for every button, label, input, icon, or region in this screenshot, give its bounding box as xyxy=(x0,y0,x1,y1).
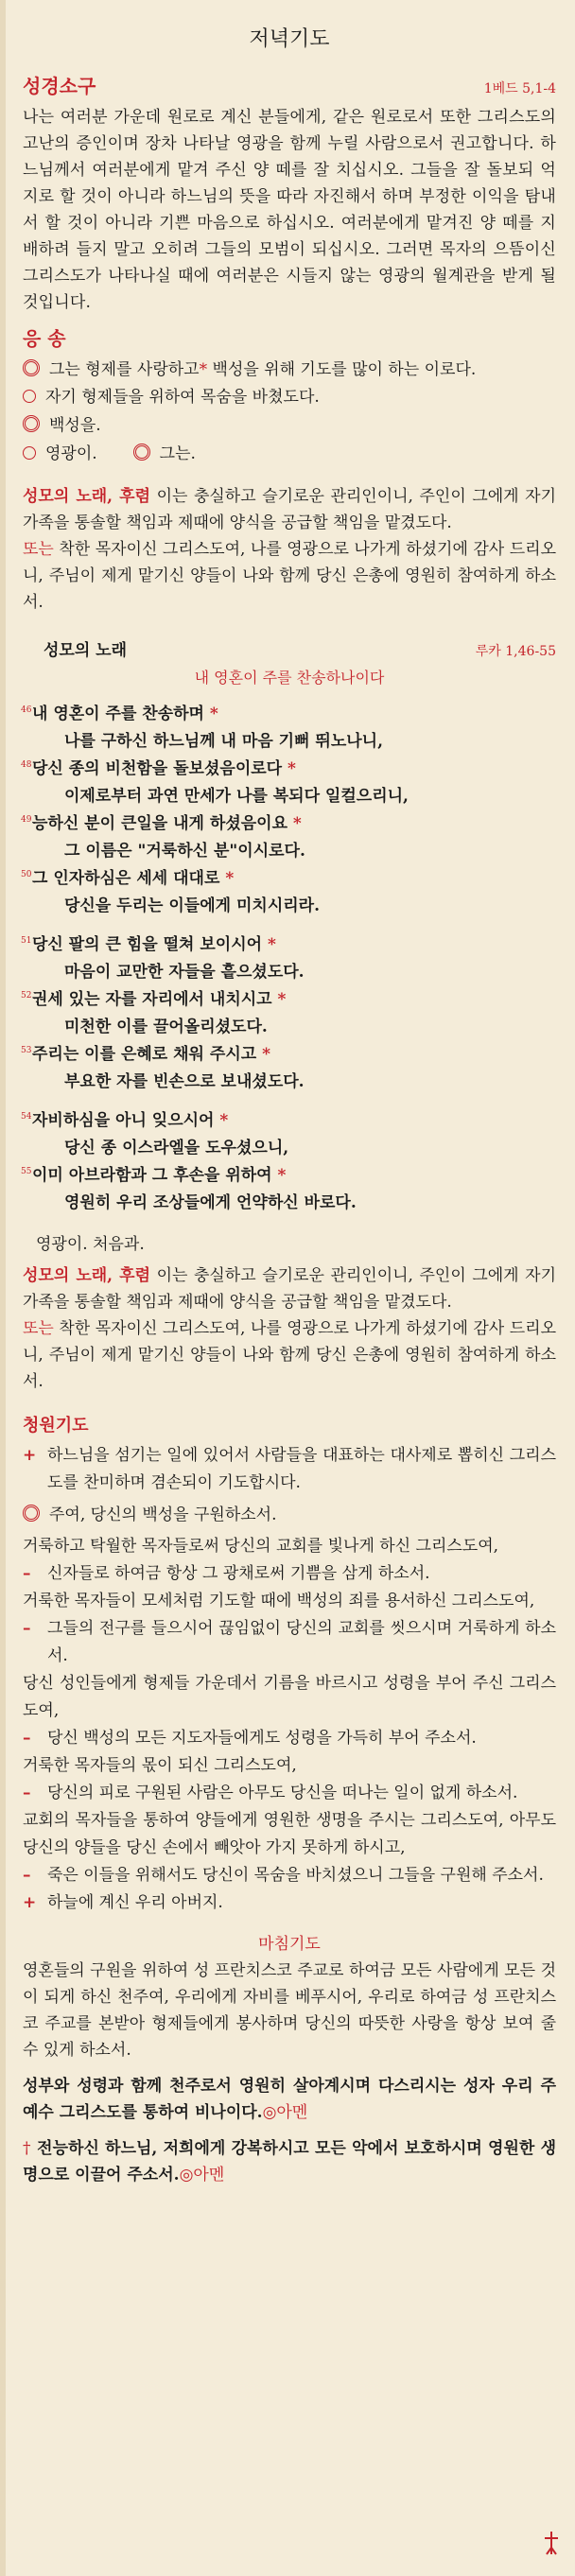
reading-header xyxy=(23,71,556,98)
canticle-verse-line: 당신 종 이스라엘을 도우셨으니, xyxy=(64,1139,289,1157)
dagger-icon: † xyxy=(23,2139,31,2158)
asterisk-icon: * xyxy=(262,935,276,954)
petition-1: 거룩하고 탁월한 목자들로써 당신의 교회를 빛나게 하신 그리스도여, xyxy=(23,1537,499,1556)
canticle-verse-line: 나를 구하신 하느님께 내 마음 기뻐 뛰노나니, xyxy=(64,732,384,751)
double-circle-icon xyxy=(133,444,150,461)
canticle-verse-line xyxy=(23,1041,556,1069)
asterisk-icon: * xyxy=(199,360,208,379)
response-header xyxy=(23,323,556,351)
petition-2: 거룩한 목자들이 모세처럼 기도할 때에 백성의 죄를 용서하신 그리스도여, xyxy=(23,1592,535,1610)
asterisk-icon: * xyxy=(271,990,287,1009)
verse-number: 53 xyxy=(21,1046,32,1055)
verse-number: 49 xyxy=(21,815,32,825)
circle-icon xyxy=(23,390,36,403)
dash-icon: – xyxy=(23,1866,31,1885)
asterisk-icon: * xyxy=(288,814,302,833)
canticle-doxology: 영광이. 처음과. xyxy=(36,1235,145,1254)
canticle-verse-line xyxy=(23,756,556,783)
intercession-response: 주여, 당신의 백성을 구원하소서. xyxy=(23,1501,556,1529)
canticle-verse-line xyxy=(23,701,556,728)
response-v2: 자기 형제들을 위하여 목숨을 바쳤도다. xyxy=(23,383,556,411)
asterisk-icon: * xyxy=(219,869,235,888)
canticle-verse-line xyxy=(23,1107,556,1135)
dash-icon: – xyxy=(23,1784,31,1802)
petition-4-response: – 당신의 피로 구원된 사람은 아무도 당신을 떠나는 일이 없게 하소서. xyxy=(23,1780,556,1807)
canticle-verses xyxy=(23,701,556,1217)
reading-reference: 1베드 5,1-4 xyxy=(483,81,556,96)
petition-5: 교회의 목자들을 통하여 양들에게 영원한 생명을 주시는 그리스도여, 아무도 당신의 양들을 당신 손에서 빼앗아 가지 못하게 하시고, xyxy=(23,1811,556,1857)
verse-text: 능하신 분이 큰일을 내게 하셨음이요 xyxy=(32,814,288,833)
canticle-verse-line xyxy=(23,931,556,959)
petition-3: 당신 성인들에게 형제들 가운데서 기름을 바르시고 성령을 부어 주신 그리스도여, xyxy=(23,1674,556,1720)
cross-icon: + xyxy=(23,1446,37,1465)
double-circle-icon xyxy=(23,415,40,432)
canticle-reference: 루카 1,46-55 xyxy=(475,644,556,659)
response-v3: 백성을. xyxy=(23,411,556,440)
canticle-verse-line: 영원히 우리 조상들에게 언약하신 바로다. xyxy=(64,1193,357,1212)
asterisk-icon: * xyxy=(203,705,218,723)
verse-number: 46 xyxy=(21,705,32,715)
canticle-verse-line: 이제로부터 과연 만세가 나를 복되다 일컬으리니, xyxy=(64,787,409,806)
verse-number: 50 xyxy=(21,870,32,879)
verse-text: 당신 종의 비천함을 돌보셨음이로다 xyxy=(32,759,283,778)
petition-5-response: – 죽은 이들을 위해서도 당신이 목숨을 바치셨으니 그들을 구원해 주소서. xyxy=(23,1862,556,1889)
circle-icon xyxy=(23,446,36,460)
petition-4: 거룩한 목자들의 몫이 되신 그리스도여, xyxy=(23,1756,297,1775)
intercessions-header xyxy=(23,1412,556,1436)
petition-1-response: – 신자들로 하여금 항상 그 광채로써 기쁨을 삼게 하소서. xyxy=(23,1560,556,1588)
canticle-verse-line xyxy=(23,810,556,838)
verse-text: 내 영혼이 주를 찬송하며 xyxy=(32,705,204,723)
dash-icon: – xyxy=(23,1729,31,1748)
cross-icon: + xyxy=(23,1893,37,1912)
cross-logo-icon xyxy=(541,2529,562,2557)
verse-number: 48 xyxy=(21,760,32,770)
verse-text: 이미 아브라함과 그 후손을 위하여 xyxy=(32,1166,272,1185)
canticle-verse-line: 부요한 자를 빈손으로 보내셨도다. xyxy=(64,1072,305,1091)
response-v1: 그는 형제를 사랑하고* 백성을 위해 기도를 많이 하는 이로다. xyxy=(23,357,556,383)
verse-number: 51 xyxy=(21,936,32,946)
double-circle-icon xyxy=(23,359,40,376)
canticle-verse-line xyxy=(23,865,556,893)
intercessions-heading: 청원기도 xyxy=(23,1416,89,1436)
verse-number: 55 xyxy=(21,1167,32,1176)
petition-3-response: – 당신 백성의 모든 지도자들에게도 성령을 가득히 부어 주소서. xyxy=(23,1725,556,1752)
canticle-verse-line: 당신을 두리는 이들에게 미치시리라. xyxy=(64,896,321,915)
reading-heading: 성경소구 xyxy=(23,75,96,97)
verse-number: 52 xyxy=(21,991,32,1001)
verse-text: 권세 있는 자를 자리에서 내치시고 xyxy=(32,990,272,1009)
page-title: 저녁기도 xyxy=(249,27,330,51)
verse-text: 당신 팔의 큰 힘을 떨쳐 보이시어 xyxy=(32,935,263,954)
antiphon-2: 성모의 노래, 후렴 이는 충실하고 슬기로운 관리인이니, 주인이 그에게 자기 가족을 통솔할 책임과 제때에 양식을 공급할 책임을 맡겼도다. xyxy=(23,1266,556,1312)
verse-number: 54 xyxy=(21,1112,32,1122)
petition-2-response: – 그들의 전구를 들으시어 끊임없이 당신의 교회를 씻으시며 거룩하게 하소서. xyxy=(23,1615,556,1670)
antiphon-2-alt: 또는 착한 목자이신 그리스도여, 나를 영광으로 나가게 하셨기에 감사 드리오니, 주님이 제게 맡기신 양들이 나와 함께 당신 은총에 영원히 참여하게 하소서. xyxy=(23,1319,556,1391)
intercession-intro: + 하느님을 섬기는 일에 있어서 사람들을 대표하는 대사제로 뽑히신 그리스도를 찬미하며 겸손되이 기도합시다. xyxy=(23,1442,556,1497)
dash-icon: – xyxy=(23,1619,31,1638)
closing-heading: 마침기도 xyxy=(258,1935,321,1954)
canticle-verse-line: 미천한 이를 끌어올리셨도다. xyxy=(64,1018,268,1036)
asterisk-icon: * xyxy=(271,1166,287,1185)
double-circle-icon xyxy=(23,1505,40,1522)
canticle-header xyxy=(23,636,556,660)
verse-text: 주리는 이를 은혜로 채워 주시고 xyxy=(32,1045,257,1064)
antiphon-1-alt: 또는 착한 목자이신 그리스도여, 나를 영광으로 나가게 하셨기에 감사 드리오니, 주님이 제게 맡기신 양들이 나와 함께 당신 은총에 영원히 참여하게 하소서. xyxy=(23,540,556,612)
closing-ending: 성부와 성령과 함께 천주로서 영원히 살아계시며 다스리시는 성자 우리 주 예수 그리스도를 통하여 비나이다.◎아멘 xyxy=(23,2077,556,2122)
response-v4: 영광이. 그는. xyxy=(23,440,556,468)
canticle-verse-line: 마음이 교만한 자들을 흩으셨도다. xyxy=(64,963,305,982)
closing-text: 영혼들의 구원을 위하여 성 프란치스코 주교로 하여금 모든 사람에게 모든 것이 되게 하신 천주여, 우리에게 자비를 베푸시어, 우리로 하여금 성 프란치스코 주교를 본받아 형제들에게 봉사하며 당신의 따뜻한 사랑을 항상 보여 줄 수 있게 하소서. xyxy=(23,1961,556,2060)
asterisk-icon: * xyxy=(282,759,296,778)
canticle-verse-line xyxy=(23,1162,556,1190)
verse-text: 그 인자하심은 세세 대대로 xyxy=(32,869,220,888)
canticle-verse-line xyxy=(23,986,556,1014)
lords-prayer: + 하늘에 계신 우리 아버지. xyxy=(23,1889,556,1917)
antiphon-1: 성모의 노래, 후렴 이는 충실하고 슬기로운 관리인이니, 주인이 그에게 자기 가족을 통솔할 책임과 제때에 양식을 공급할 책임을 맡겼도다. xyxy=(23,487,556,532)
dash-icon: – xyxy=(23,1564,31,1583)
canticle-verse-line: 그 이름은 "거룩하신 분"이시로다. xyxy=(64,842,305,861)
closing-blessing: † 전능하신 하느님, 저희에게 강복하시고 모든 악에서 보호하시며 영원한 생명으로 이끌어 주소서.◎아멘 xyxy=(23,2139,557,2184)
canticle-subtitle: 내 영혼이 주를 찬송하나이다 xyxy=(194,669,385,687)
asterisk-icon: * xyxy=(214,1111,229,1130)
canticle-heading: 성모의 노래 xyxy=(44,641,128,660)
asterisk-icon: * xyxy=(256,1045,270,1064)
verse-text: 자비하심을 아니 잊으시어 xyxy=(32,1111,215,1130)
response-heading: 응 송 xyxy=(23,327,66,350)
reading-text: 나는 여러분 가운데 원로로 계신 분들에게, 같은 원로로서 또한 그리스도의 고난의 증인이며 장차 나타날 영광을 함께 누릴 사람으로서 권고합니다. 하느님께서 여러분에게 맡겨 주신 양 떼를 잘 치십시오. 그들을 잘 돌보되 억지로 할 것이 아니라 하느님의 뜻을 따라 자진해서 하며 부정한 이익을 탐내서 할 것이 아니라 기쁜 마음으로 하십시오. 여러분에게 맡겨진 양 떼를 지배하려 들지 말고 오히려 그들의 모범이 되십시오. 그러면 목자의 으뜸이신 그리스도가 나타나실 때에 여러분은 시들지 않는 영광의 월계관을 받게 될 것입니다. xyxy=(23,108,556,312)
